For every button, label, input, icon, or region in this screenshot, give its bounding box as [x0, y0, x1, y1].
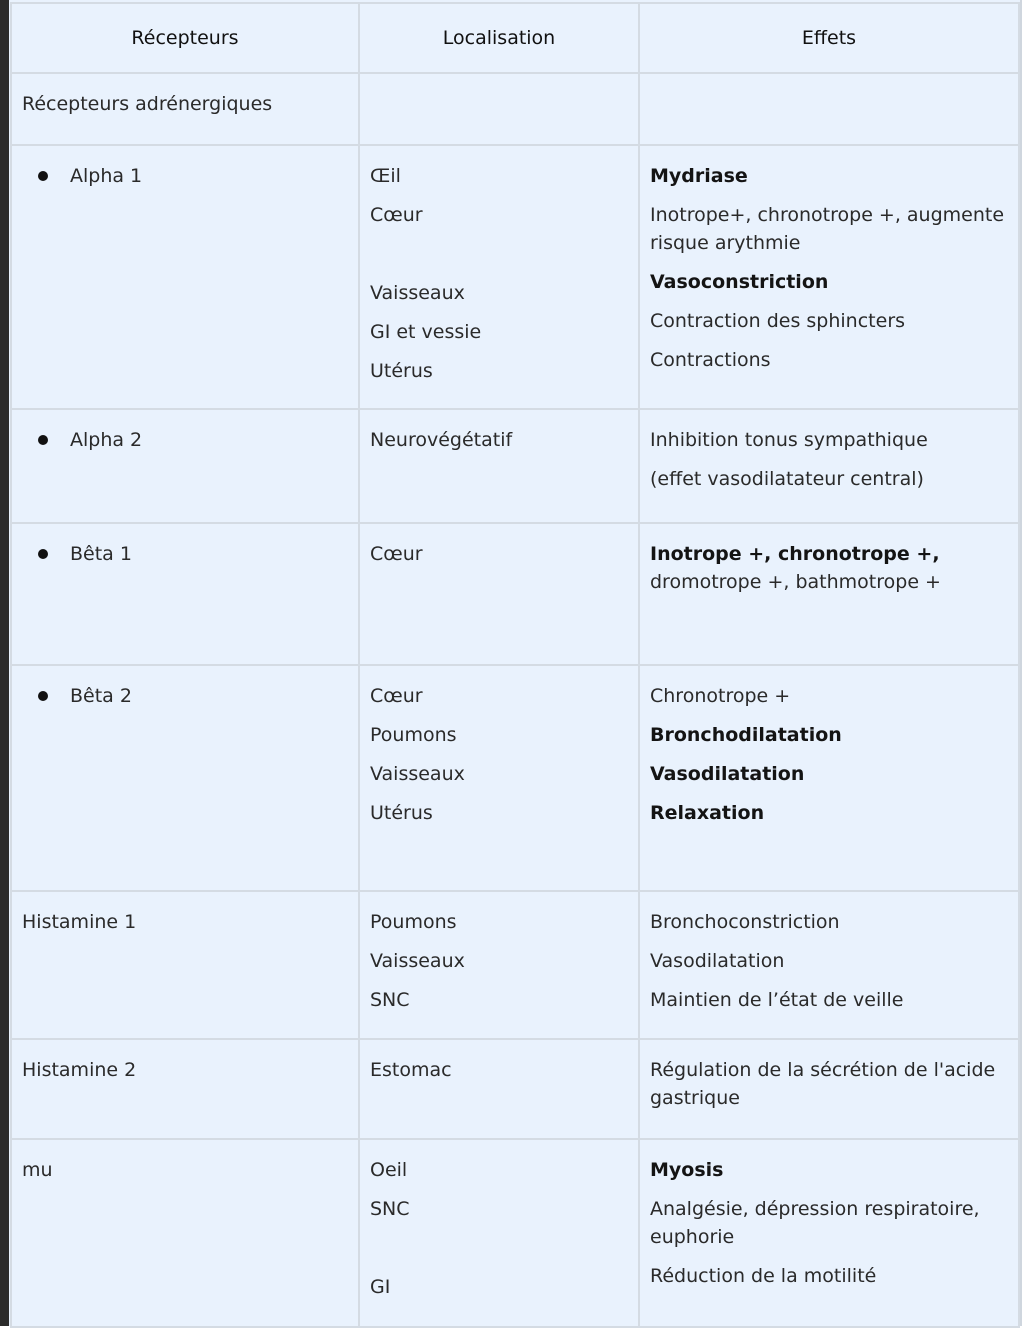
header-localisation: Localisation [359, 3, 639, 73]
cell-recepteur [11, 73, 359, 145]
receptor-label: Histamine 2 [22, 1059, 137, 1081]
localisation-item: Neurovégétatif [370, 429, 513, 451]
effet-text: Vasodilatation [650, 950, 785, 972]
cell-effets [639, 73, 1019, 145]
localisation-item: Vaisseaux [370, 763, 465, 785]
cell-localisation [359, 891, 639, 1039]
effet-text: Bronchoconstriction [650, 911, 840, 933]
cell-localisation [359, 665, 639, 891]
cell-effets [639, 523, 1019, 665]
cell-effets [639, 1139, 1019, 1327]
localisation-item: Oeil [370, 1159, 408, 1181]
cell-effets [639, 1039, 1019, 1139]
header-recepteurs: Récepteurs [11, 3, 359, 73]
effet-text: Inotrope+, chronotrope +, augmente risque arythmie [650, 204, 1005, 254]
cell-effets [639, 891, 1019, 1039]
localisation-item: Poumons [370, 724, 457, 746]
localisation-item: Vaisseaux [370, 950, 465, 972]
cell-recepteur [11, 523, 359, 665]
effet-item [650, 346, 1008, 374]
effet-text: Vasoconstriction [650, 271, 829, 293]
effet-item [650, 540, 1008, 596]
localisation-item: Utérus [370, 802, 433, 824]
effet-text: Contractions [650, 349, 771, 371]
effet-item [650, 908, 1008, 936]
localisation-item: Utérus [370, 360, 433, 382]
effet-item [650, 162, 1008, 190]
table-row [11, 1039, 1019, 1139]
effet-item [650, 986, 1008, 1014]
table-body [11, 73, 1019, 1327]
localisation-item: Œil [370, 165, 401, 187]
cell-effets [639, 665, 1019, 891]
cell-localisation [359, 1139, 639, 1327]
localisation-item: Poumons [370, 911, 457, 933]
cell-localisation [359, 145, 639, 409]
effet-item [650, 947, 1008, 975]
effet-text: Inhibition tonus sympathique [650, 429, 928, 451]
bullet-icon [38, 435, 48, 445]
localisation-item: Cœur [370, 204, 423, 226]
effet-text: Relaxation [650, 802, 765, 824]
receptor-label: Histamine 1 [22, 911, 137, 933]
window-edge-left [0, 0, 9, 1326]
effet-text-rest: dromotrope +, bathmotrope + [650, 571, 941, 593]
effet-text: Myosis [650, 1159, 724, 1181]
effet-item [650, 268, 1008, 296]
cell-recepteur [11, 1139, 359, 1327]
effet-item [650, 426, 1008, 454]
cell-recepteur [11, 665, 359, 891]
localisation-item: GI et vessie [370, 321, 482, 343]
cell-effets [639, 409, 1019, 523]
effet-item [650, 465, 1008, 493]
cell-effets [639, 145, 1019, 409]
cell-recepteur [11, 1039, 359, 1139]
table-row [11, 145, 1019, 409]
effet-text: Chronotrope + [650, 685, 791, 707]
localisation-item: SNC [370, 1198, 410, 1220]
effet-text: (effet vasodilatateur central) [650, 468, 924, 490]
table-row [11, 665, 1019, 891]
localisation-item [370, 240, 628, 268]
effet-item [650, 760, 1008, 788]
effet-item [650, 721, 1008, 749]
effet-item [650, 1056, 1008, 1112]
localisation-item: Vaisseaux [370, 282, 465, 304]
header-effets: Effets [639, 3, 1019, 73]
receptor-label: Bêta 1 [70, 543, 132, 565]
bullet-icon [38, 171, 48, 181]
cell-recepteur [11, 409, 359, 523]
cell-recepteur [11, 891, 359, 1039]
effet-text: Vasodilatation [650, 763, 805, 785]
receptor-label: mu [22, 1159, 53, 1181]
localisation-item: Cœur [370, 685, 423, 707]
localisation-item: Cœur [370, 543, 423, 565]
localisation-item: SNC [370, 989, 410, 1011]
table-row [11, 73, 1019, 145]
effet-item [650, 1156, 1008, 1184]
table-row [11, 891, 1019, 1039]
table-row [11, 409, 1019, 523]
effet-text: Contraction des sphincters [650, 310, 906, 332]
localisation-item: Estomac [370, 1059, 452, 1081]
effet-item [650, 799, 1008, 827]
receptor-label: Récepteurs adrénergiques [22, 93, 273, 115]
cell-recepteur [11, 145, 359, 409]
effet-text: Maintien de l’état de veille [650, 989, 904, 1011]
effet-text: Bronchodilatation [650, 724, 842, 746]
receptor-label: Alpha 1 [70, 165, 143, 187]
effet-item [650, 201, 1008, 257]
effet-text: Régulation de la sécrétion de l'acide gastrique [650, 1059, 996, 1109]
table-row [11, 523, 1019, 665]
effet-text: Réduction de la motilité [650, 1265, 877, 1287]
cell-localisation [359, 523, 639, 665]
localisation-item: GI [370, 1276, 391, 1298]
effet-item [650, 307, 1008, 335]
cell-localisation [359, 73, 639, 145]
effet-text: Mydriase [650, 165, 748, 187]
table-row [11, 1139, 1019, 1327]
effet-text: Inotrope +, chronotrope +, [650, 543, 940, 565]
effet-item [650, 682, 1008, 710]
bullet-icon [38, 691, 48, 701]
receptors-table [10, 2, 1020, 1328]
effet-item [650, 1262, 1008, 1290]
receptor-label: Bêta 2 [70, 685, 132, 707]
receptor-label: Alpha 2 [70, 429, 143, 451]
localisation-item [370, 1234, 628, 1262]
bullet-icon [38, 549, 48, 559]
effet-item [650, 1195, 1008, 1251]
effet-text: Analgésie, dépression respiratoire, euphorie [650, 1198, 980, 1248]
table-header-row [11, 3, 1019, 73]
cell-localisation [359, 1039, 639, 1139]
cell-localisation [359, 409, 639, 523]
